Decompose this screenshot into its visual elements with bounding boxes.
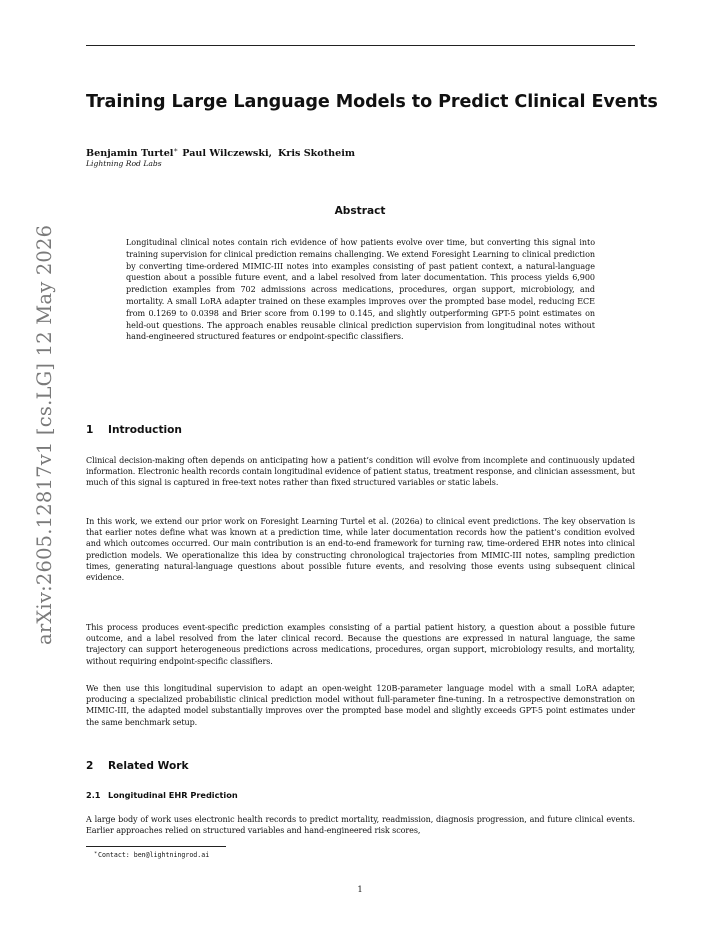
affiliation: Lightning Rod Labs	[86, 159, 162, 168]
author-name: Kris Skotheim	[277, 148, 356, 160]
abstract-text: Longitudinal clinical notes contain rich evidence of how patients evolve over time, but converting this signal into training supervision for clinical prediction remains challenging. We extend Foresight Learning to clinical prediction by converting time-ordered MIMIC-III notes into examples consisting of past patient context, a natural-language question about a possible future event, and a label resolved from later documentation. This process yields 6,900 prediction examples from 702 admissions across medications, procedures, organ support, microbiology, and mortality. A small LoRA adapter trained on these examples improves over the prompted base model, reducing ECE from 0.1269 to 0.0398 and Brier score from 0.199 to 0.145, and slightly outperforming GPT-5 point estimates on held-out questions. The approach enables reusable clinical prediction supervision from longitudinal notes without hand-engineered structured features or endpoint-specific classifiers.	[126, 238, 595, 342]
page-number: 1	[357, 884, 363, 894]
author-name: Benjamin Turtel	[86, 148, 174, 160]
top-rule	[86, 45, 635, 46]
paragraph: A large body of work uses electronic health records to predict mortality, readmission, diagnosis progression, and future clinical events. Earlier approaches relied on structured variables and hand-engineered risk scores,	[86, 815, 635, 836]
footnote-mark: ∗	[94, 850, 98, 856]
footnote	[94, 850, 209, 859]
paragraph: This process produces event-specific prediction examples consisting of a partial patient history, a question about a possible future outcome, and a label resolved from the later clinical record. Because the questions are expressed in natural language, the same trajectory can support heterogeneous predictions across medications, procedures, organ support, microbiology results, and mortality, without requiring endpoint-specific classifiers.	[86, 623, 635, 666]
section-heading-related-work	[86, 760, 189, 772]
paragraph: Clinical decision-making often depends on anticipating how a patient’s condition will evolve from incomplete and continuously updated information. Electronic health records contain longitudinal evidence of patient status, treatment response, and clinician assessment, but much of this signal is captured in free-text notes rather than fixed structured variables or static labels.	[86, 456, 635, 488]
section-title: Introduction	[108, 424, 182, 436]
author-name: Paul Wilczewski,	[182, 148, 272, 160]
paragraph: We then use this longitudinal supervision to adapt an open-weight 120B-parameter language model with a small LoRA adapter, producing a specialized probabilistic clinical prediction model without full-parameter fine-tuning. In a retrospective demonstration on MIMIC-III, the adapted model substantially improves over the prompted base model and slightly exceeds GPT-5 point estimates under the same benchmark setup.	[86, 684, 635, 727]
subsection-heading	[86, 790, 238, 800]
section-title: Related Work	[108, 760, 189, 772]
footnote-text[interactable]: Contact: ben@lightningrod.ai	[98, 851, 210, 860]
section-heading-introduction	[86, 424, 182, 436]
footnote-rule	[86, 846, 226, 847]
paragraph: In this work, we extend our prior work on Foresight Learning Turtel et al. (2026a) to clinical event predictions. The key observation is that earlier notes define what was known at a prediction time, while later documentation records how the patient’s condition evolved and which outcomes occurred. Our main contribution is an end-to-end framework for turning raw, time-ordered EHR notes into clinical prediction models. We operationalize this idea by constructing chronological trajectories from MIMIC-III notes, sampling prediction times, generating natural-language questions about possible future events, and resolving those events using subsequent clinical evidence.	[86, 517, 635, 583]
arxiv-watermark[interactable]: arXiv:2605.12817v1 [cs.LG] 12 May 2026	[33, 224, 56, 645]
section-number: 1	[86, 424, 94, 436]
paper-title: Training Large Language Models to Predict Clinical Events	[86, 92, 658, 112]
abstract-heading: Abstract	[334, 205, 386, 217]
footnote-mark[interactable]: ∗	[173, 146, 179, 154]
subsection-title: Longitudinal EHR Prediction	[108, 790, 238, 800]
author-list	[86, 146, 355, 159]
subsection-number: 2.1	[86, 790, 101, 800]
section-number: 2	[86, 760, 94, 772]
